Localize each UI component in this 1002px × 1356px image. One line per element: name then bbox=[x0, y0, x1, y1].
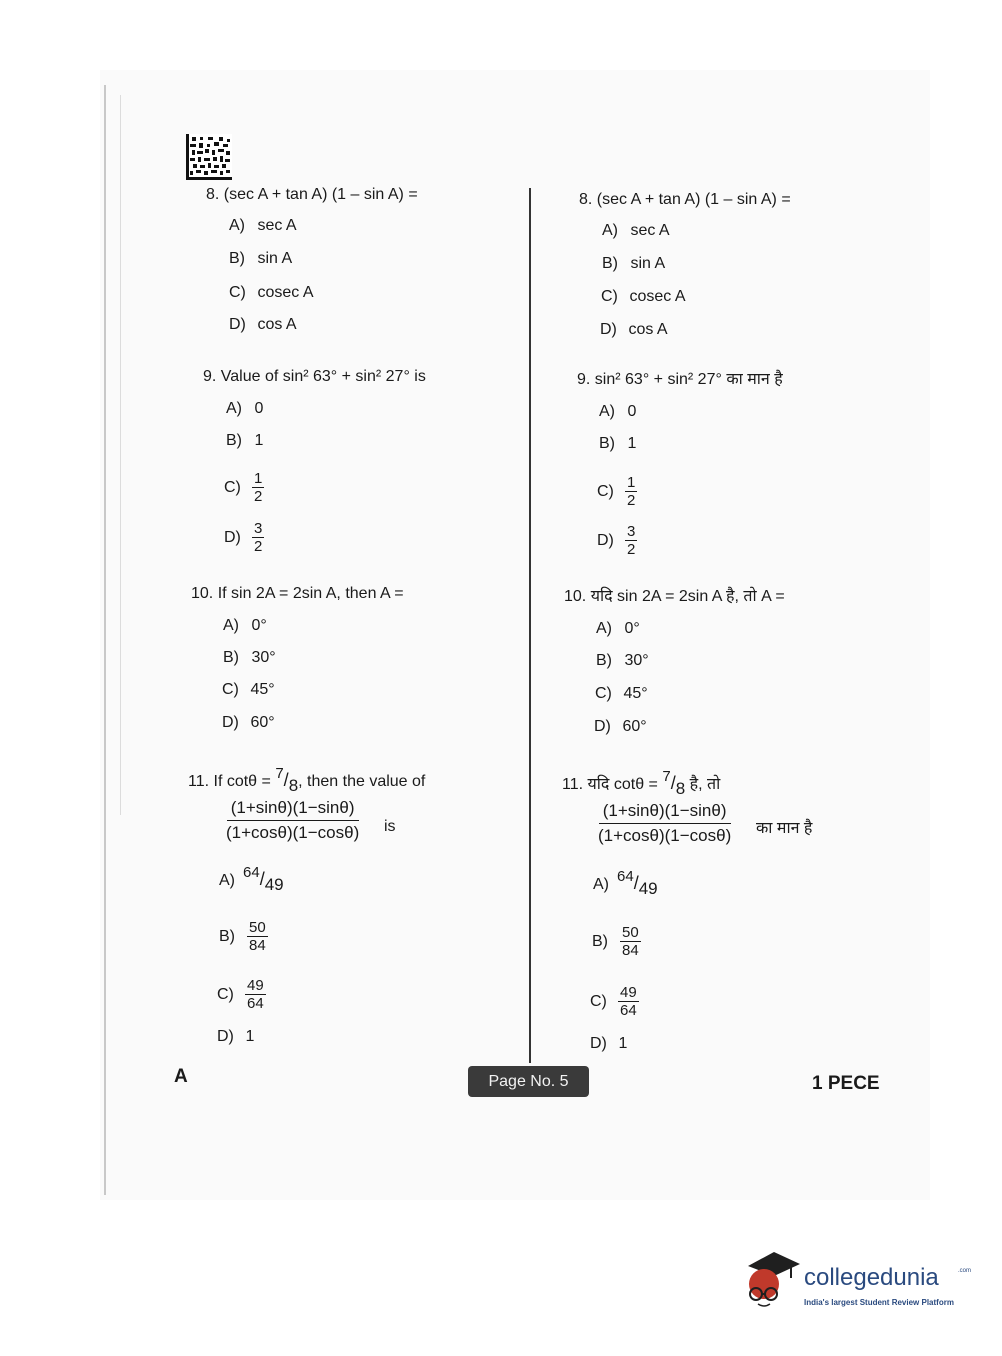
question-11-option-d-hindi: D) 1 bbox=[590, 1035, 628, 1052]
brand-domain-suffix: .com bbox=[958, 1268, 972, 1274]
question-11-option-b: B) $\frac{50}{84}$ bbox=[219, 919, 266, 954]
question-11-option-c: C) $\frac{49}{64}$ bbox=[217, 977, 264, 1012]
question-11-expression-suffix-hindi: का मान है bbox=[756, 820, 813, 837]
question-9-option-c-hindi: C) $\frac{1}{2}$ bbox=[597, 474, 636, 509]
question-8-stem-hindi: 8. (sec A + tan A) (1 – sin A) = bbox=[579, 191, 791, 208]
question-11-expression-hindi: $\frac{(1+\sin\theta)(1-\sin\theta)}{(1+\cos\theta)(1-\cos\theta)}$ bbox=[598, 801, 732, 845]
booklet-set-code: A bbox=[174, 1066, 188, 1087]
question-10-stem-hindi: 10. यदि sin 2A = 2sin A है, तो A = bbox=[564, 588, 785, 605]
question-11-option-b-hindi: B) $\frac{50}{84}$ bbox=[592, 924, 639, 959]
question-10-option-a: A) 0° bbox=[223, 617, 267, 634]
question-9-option-b-hindi: B) 1 bbox=[599, 435, 637, 452]
question-8-option-b-hindi: B) sin A bbox=[602, 255, 666, 272]
question-9-option-a: A) 0 bbox=[226, 400, 264, 417]
paper-code: 1 PECE bbox=[812, 1073, 880, 1094]
question-11-expression: $\frac{(1+\sin\theta)(1-\sin\theta)}{(1+\cos\theta)(1-\cos\theta)}$ bbox=[226, 798, 360, 842]
question-11-stem-hindi: 11. यदि cotθ = 7/8 है, तो bbox=[562, 768, 721, 798]
question-11-option-d: D) 1 bbox=[217, 1028, 255, 1045]
question-11-option-c-hindi: C) $\frac{49}{64}$ bbox=[590, 984, 637, 1019]
question-9-stem-hindi: 9. sin² 63° + sin² 27° का मान है bbox=[577, 371, 783, 388]
question-8-option-d-hindi: D) cos A bbox=[600, 321, 668, 338]
question-10-option-b: B) 30° bbox=[223, 649, 276, 666]
question-9-option-d: D) $\frac{3}{2}$ bbox=[224, 520, 263, 555]
question-9-option-b: B) 1 bbox=[226, 432, 264, 449]
page-number-badge: Page No. 5 bbox=[468, 1066, 589, 1097]
question-9-option-d-hindi: D) $\frac{3}{2}$ bbox=[597, 523, 636, 558]
question-11-option-a: A) 64/49 bbox=[219, 864, 284, 894]
question-8-stem: 8. (sec A + tan A) (1 – sin A) = bbox=[206, 186, 418, 203]
question-8-option-d: D) cos A bbox=[229, 316, 297, 333]
column-divider bbox=[529, 188, 531, 1063]
question-8-option-c-hindi: C) cosec A bbox=[601, 288, 686, 305]
question-8-option-a-hindi: A) sec A bbox=[602, 222, 670, 239]
question-8-option-a: A) sec A bbox=[229, 217, 297, 234]
question-10-option-d-hindi: D) 60° bbox=[594, 718, 647, 735]
brand-tagline: India's largest Student Review Platform bbox=[804, 1298, 954, 1307]
question-9-stem: 9. Value of sin² 63° + sin² 27° is bbox=[203, 368, 426, 385]
question-10-option-a-hindi: A) 0° bbox=[596, 620, 640, 637]
question-10-option-b-hindi: B) 30° bbox=[596, 652, 649, 669]
datamatrix-code-icon bbox=[186, 134, 232, 180]
question-10-stem: 10. If sin 2A = 2sin A, then A = bbox=[191, 585, 404, 602]
collegedunia-mascot-icon bbox=[744, 1248, 802, 1310]
question-8-option-c: C) cosec A bbox=[229, 284, 314, 301]
page-edge-line bbox=[104, 85, 106, 1195]
question-9-option-a-hindi: A) 0 bbox=[599, 403, 637, 420]
question-8-option-b: B) sin A bbox=[229, 250, 293, 267]
question-9-option-c: C) $\frac{1}{2}$ bbox=[224, 470, 263, 505]
brand-name: collegedunia bbox=[804, 1264, 939, 1291]
question-11-stem: 11. If cotθ = 7/8, then the value of bbox=[188, 765, 426, 795]
question-11-option-a-hindi: A) 64/49 bbox=[593, 868, 658, 898]
question-10-option-d: D) 60° bbox=[222, 714, 275, 731]
question-10-option-c: C) 45° bbox=[222, 681, 275, 698]
page-edge-line bbox=[120, 95, 121, 815]
question-10-option-c-hindi: C) 45° bbox=[595, 685, 648, 702]
question-11-expression-suffix: is bbox=[384, 818, 396, 835]
collegedunia-logo bbox=[744, 1248, 974, 1318]
